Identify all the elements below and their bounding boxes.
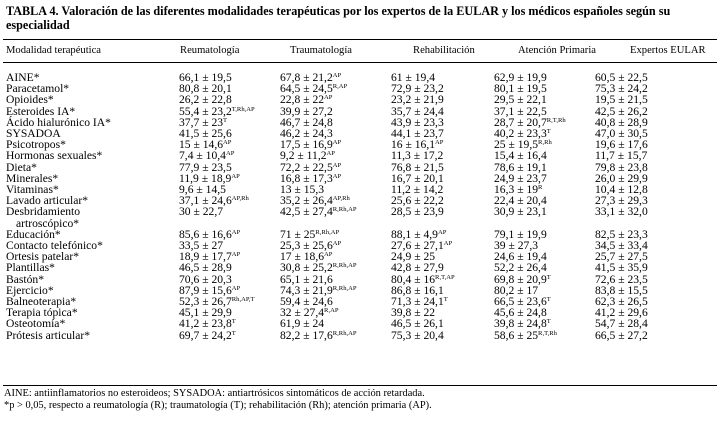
- cell-value: 41,5 ± 35,9: [595, 261, 648, 275]
- row-label-text: Opioides*: [6, 93, 54, 107]
- row-label-text: Hormonas sexuales*: [6, 149, 103, 163]
- significance-marker: R,Rh,AP: [332, 329, 357, 337]
- table-cell: [179, 330, 280, 341]
- cell-value: 42,5 ± 26,2: [595, 104, 648, 118]
- cell-value: 11,3 ± 17,2: [391, 149, 444, 163]
- cell-value: 80,1 ± 19,5: [494, 82, 547, 96]
- row-label: [4, 206, 179, 228]
- cell-value: 39,8 ± 24,8: [494, 317, 547, 331]
- cell-value: 17,5 ± 16,9: [280, 138, 333, 152]
- cell-value: 40,2 ± 23,3: [494, 127, 547, 141]
- cell-value: 37,1 ± 24,6: [179, 194, 232, 208]
- significance-marker: T: [546, 318, 551, 326]
- cell-value: 19,6 ± 17,6: [595, 138, 648, 152]
- cell-value: 75,3 ± 20,4: [391, 328, 444, 342]
- cell-value: 60,5 ± 22,5: [595, 71, 648, 84]
- cell-value: 69,7 ± 24,2: [179, 328, 232, 342]
- col-header-atencion-primaria: Atención Primaria: [518, 45, 596, 56]
- cell-value: 61,9 ± 24: [280, 317, 325, 331]
- cell-value: 69,8 ± 20,9: [494, 272, 547, 286]
- row-label-continuation: artroscópico*: [16, 216, 80, 230]
- cell-value: 11,7 ± 15,7: [595, 149, 648, 163]
- significance-marker: AP: [437, 228, 447, 236]
- cell-value: 46,5 ± 26,1: [391, 317, 444, 331]
- cell-value: 66,1 ± 19,5: [179, 71, 232, 84]
- cell-value: 47,0 ± 30,5: [595, 127, 648, 141]
- cell-value: 67,8 ± 21,2: [280, 71, 333, 84]
- cell-value: 37,1 ± 22,5: [494, 104, 547, 118]
- table-cell: [595, 330, 718, 341]
- significance-marker: R,Rh: [538, 139, 552, 147]
- cell-value: 41,2 ± 29,6: [595, 306, 648, 320]
- cell-value: 15 ± 14,6: [179, 138, 224, 152]
- row-label-text: Bastón*: [6, 272, 45, 286]
- row-label-text: SYSADOA: [6, 127, 61, 141]
- significance-marker: R,Rh,AP: [332, 206, 357, 214]
- top-rule: [3, 39, 717, 40]
- significance-marker: R,AP: [332, 83, 348, 91]
- cell-value: 43,9 ± 23,3: [391, 115, 444, 129]
- significance-marker: AP: [231, 284, 241, 292]
- cell-value: 28,7 ± 20,7: [494, 115, 547, 129]
- cell-value: 42,8 ± 27,9: [391, 261, 444, 275]
- cell-value: 66,5 ± 27,2: [595, 328, 648, 342]
- cell-value: 55,4 ± 23,2: [179, 104, 232, 118]
- cell-value: 11,9 ± 18,9: [179, 171, 232, 185]
- significance-marker: T,Rh,AP: [231, 105, 255, 113]
- significance-marker: AP: [324, 94, 333, 102]
- cell-value: 26,2 ± 22,8: [179, 93, 232, 107]
- cell-value: 46,2 ± 24,3: [280, 127, 333, 141]
- row-label: [4, 330, 179, 341]
- table-cell: [179, 206, 280, 228]
- col-header-expertos-eular: Expertos EULAR: [630, 45, 706, 56]
- cell-value: 24,6 ± 19,4: [494, 250, 547, 264]
- cell-value: 25,3 ± 25,6: [280, 239, 333, 253]
- cell-value: 80,8 ± 20,1: [179, 82, 232, 96]
- footnote-significance: *p > 0,05, respecto a reumatología (R); traumatología (T); rehabilitación (Rh); atención primaria (AP).: [4, 400, 432, 412]
- cell-value: 72,6 ± 23,5: [595, 272, 648, 286]
- col-header-rehabilitacion: Rehabilitación: [413, 45, 475, 56]
- significance-marker: T: [223, 116, 228, 124]
- cell-value: 41,5 ± 25,6: [179, 127, 232, 141]
- cell-value: 32 ± 27,4: [280, 306, 325, 320]
- cell-value: 11,2 ± 14,2: [391, 183, 444, 197]
- cell-value: 25,7 ± 27,5: [595, 250, 648, 264]
- cell-value: 80,4 ± 16: [391, 272, 436, 286]
- significance-marker: T: [546, 296, 551, 304]
- cell-value: 28,5 ± 23,9: [391, 205, 444, 219]
- cell-value: 71 ± 25: [280, 227, 316, 241]
- cell-value: 10,4 ± 12,8: [595, 183, 648, 197]
- header-rule: [3, 62, 717, 63]
- cell-value: 29,5 ± 22,1: [494, 93, 547, 107]
- cell-value: 30,9 ± 23,1: [494, 205, 547, 219]
- cell-value: 64,5 ± 24,5: [280, 82, 333, 96]
- cell-value: 22,8 ± 22: [280, 93, 325, 107]
- cell-value: 30,8 ± 25,2: [280, 261, 333, 275]
- significance-marker: AP: [443, 240, 453, 248]
- cell-value: 16,3 ± 19: [494, 183, 539, 197]
- cell-value: 62,3 ± 26,5: [595, 295, 648, 309]
- significance-marker: AP: [435, 139, 444, 147]
- row-label-text: Psicotropos*: [6, 138, 66, 152]
- table-cell: [391, 206, 494, 228]
- cell-value: 77,9 ± 23,5: [179, 160, 232, 174]
- cell-value: 72,9 ± 23,2: [391, 82, 444, 96]
- row-label-text: Ácido hialurónico IA*: [6, 115, 111, 129]
- significance-marker: Rh,AP,T: [231, 296, 255, 304]
- cell-value: 83,8 ± 15,5: [595, 283, 648, 297]
- cell-value: 24,9 ± 23,7: [494, 171, 547, 185]
- significance-marker: T: [231, 329, 236, 337]
- cell-value: 42,5 ± 27,4: [280, 205, 333, 219]
- table-body: [4, 72, 718, 341]
- cell-value: 16,7 ± 20,1: [391, 171, 444, 185]
- cell-value: 22,4 ± 20,4: [494, 194, 547, 208]
- table-title: TABLA 4. Valoración de las diferentes modalidades terapéuticas por los expertos de la EULAR y los médicos españoles según su especialidad: [6, 4, 671, 32]
- significance-marker: T: [546, 273, 551, 281]
- row-label-text: Prótesis articular*: [6, 328, 91, 342]
- cell-value: 59,4 ± 24,6: [280, 295, 333, 309]
- cell-value: 62,9 ± 19,9: [494, 71, 547, 84]
- row-label-text: Esteroides IA*: [6, 104, 76, 118]
- table-cell: [595, 206, 718, 228]
- cell-value: 46,5 ± 28,9: [179, 261, 232, 275]
- cell-value: 40,8 ± 28,9: [595, 115, 648, 129]
- row-label-text: Minerales*: [6, 171, 59, 185]
- row-label-text: Desbridamiento: [6, 205, 81, 219]
- table-row: [4, 206, 718, 228]
- significance-marker: AP: [231, 172, 240, 180]
- table-cell: [494, 206, 595, 228]
- cell-value: 46,7 ± 24,8: [280, 115, 333, 129]
- cell-value: 72,2 ± 22,5: [280, 160, 333, 174]
- table-cell: [280, 206, 391, 228]
- row-label-text: Educación*: [6, 227, 61, 241]
- significance-marker: R,AP: [324, 307, 339, 315]
- cell-value: 16,8 ± 17,3: [280, 171, 333, 185]
- cell-value: 17 ± 18,6: [280, 250, 325, 264]
- cell-value: 34,5 ± 33,4: [595, 239, 648, 253]
- cell-value: 61 ± 19,4: [391, 71, 436, 84]
- significance-marker: AP: [324, 251, 333, 259]
- significance-marker: AP,Rh: [231, 195, 249, 203]
- cell-value: 26,0 ± 29,9: [595, 171, 648, 185]
- cell-value: 25 ± 19,5: [494, 138, 539, 152]
- cell-value: 30 ± 22,7: [179, 205, 224, 219]
- table-cell: [280, 330, 391, 341]
- row-label-text: Vitaminas*: [6, 183, 59, 197]
- significance-marker: T: [546, 128, 551, 136]
- cell-value: 80,2 ± 17: [494, 283, 539, 297]
- cell-value: 75,3 ± 24,2: [595, 82, 648, 96]
- significance-marker: AP,Rh: [332, 195, 350, 203]
- row-label-text: Paracetamol*: [6, 82, 70, 96]
- significance-marker: AP: [332, 139, 342, 147]
- cell-value: 88,1 ± 4,9: [391, 227, 438, 241]
- cell-value: 33,5 ± 27: [179, 239, 224, 253]
- row-label-text: AINE*: [6, 71, 40, 84]
- significance-marker: AP: [223, 139, 232, 147]
- significance-marker: R,Rh,AP: [332, 284, 357, 292]
- significance-marker: AP: [326, 150, 335, 158]
- bottom-rule: [3, 385, 717, 386]
- cell-value: 27,3 ± 29,3: [595, 194, 648, 208]
- cell-value: 58,6 ± 25: [494, 328, 539, 342]
- row-label-text: Balneoterapia*: [6, 295, 77, 309]
- cell-value: 86,8 ± 16,1: [391, 283, 444, 297]
- row-label-text: Dieta*: [6, 160, 37, 174]
- cell-value: 85,6 ± 16,6: [179, 227, 232, 241]
- cell-value: 70,6 ± 20,3: [179, 272, 232, 286]
- significance-marker: AP: [332, 161, 342, 169]
- cell-value: 19,5 ± 21,5: [595, 93, 648, 107]
- col-header-traumatologia: Traumatología: [290, 45, 352, 56]
- table-row: [4, 330, 718, 341]
- cell-value: 27,6 ± 27,1: [391, 239, 444, 253]
- significance-marker: T: [443, 296, 448, 304]
- cell-value: 13 ± 15,3: [280, 183, 325, 197]
- significance-marker: R,Rh,AP: [332, 262, 357, 270]
- table-cell: [391, 330, 494, 341]
- cell-value: 45,6 ± 24,8: [494, 306, 547, 320]
- cell-value: 78,6 ± 19,1: [494, 160, 547, 174]
- row-label-text: Osteotomía*: [6, 317, 66, 331]
- significance-marker: AP: [231, 228, 241, 236]
- col-header-modalidad: Modalidad terapéutica: [6, 45, 102, 56]
- cell-value: 74,3 ± 21,9: [280, 283, 333, 297]
- cell-value: 25,6 ± 22,2: [391, 194, 444, 208]
- cell-value: 41,2 ± 23,8: [179, 317, 232, 331]
- data-table: [4, 72, 718, 341]
- cell-value: 35,2 ± 26,4: [280, 194, 333, 208]
- significance-marker: AP: [225, 150, 235, 158]
- cell-value: 16 ± 16,1: [391, 138, 436, 152]
- significance-marker: AP: [332, 240, 342, 248]
- col-header-reumatologia: Reumatología: [180, 45, 240, 56]
- significance-marker: AP: [231, 251, 241, 259]
- row-label-text: Contacto telefónico*: [6, 239, 103, 253]
- cell-value: 39 ± 27,3: [494, 239, 539, 253]
- cell-value: 52,3 ± 26,7: [179, 295, 232, 309]
- cell-value: 79,1 ± 19,9: [494, 227, 547, 241]
- cell-value: 45,1 ± 29,9: [179, 306, 232, 320]
- cell-value: 33,1 ± 32,0: [595, 205, 648, 219]
- cell-value: 24,9 ± 25: [391, 250, 436, 264]
- significance-marker: R,T,AP: [435, 273, 455, 281]
- row-label-text: Ortesis patelar*: [6, 250, 80, 264]
- cell-value: 54,7 ± 28,4: [595, 317, 648, 331]
- cell-value: 9,6 ± 14,5: [179, 183, 226, 197]
- cell-value: 66,5 ± 23,6: [494, 295, 547, 309]
- cell-value: 82,2 ± 17,6: [280, 328, 333, 342]
- significance-marker: R,T,Rh: [538, 329, 557, 337]
- cell-value: 71,3 ± 24,1: [391, 295, 444, 309]
- significance-marker: AP: [332, 172, 342, 180]
- row-label-text: Terapia tópica*: [6, 306, 78, 320]
- cell-value: 65,1 ± 21,6: [280, 272, 333, 286]
- table-cell: [494, 330, 595, 341]
- cell-value: 35,7 ± 24,4: [391, 104, 444, 118]
- significance-marker: T: [231, 318, 236, 326]
- row-label-text: Plantillas*: [6, 261, 55, 275]
- cell-value: 37,7 ± 23: [179, 115, 224, 129]
- cell-value: 39,9 ± 27,2: [280, 104, 333, 118]
- significance-marker: AP: [332, 72, 342, 79]
- cell-value: 9,2 ± 11,2: [280, 149, 327, 163]
- cell-value: 23,2 ± 21,9: [391, 93, 444, 107]
- cell-value: 44,1 ± 23,7: [391, 127, 444, 141]
- cell-value: 39,8 ± 22: [391, 306, 436, 320]
- row-label-text: Ejercicio*: [6, 283, 54, 297]
- row-label-text: Lavado articular*: [6, 194, 89, 208]
- significance-marker: R: [538, 184, 543, 192]
- cell-value: 52,2 ± 26,4: [494, 261, 547, 275]
- footnote-abbreviations: AINE: antiinflamatorios no esteroideos; SYSADOA: antiartrósicos sintomáticos de acción retardada.: [4, 388, 425, 399]
- significance-marker: R,Rh,AP: [315, 228, 340, 236]
- cell-value: 87,9 ± 15,6: [179, 283, 232, 297]
- cell-value: 79,8 ± 23,8: [595, 160, 648, 174]
- cell-value: 18,9 ± 17,7: [179, 250, 232, 264]
- footnotes: [4, 388, 432, 413]
- cell-value: 82,5 ± 23,3: [595, 227, 648, 241]
- significance-marker: R,T,Rh: [546, 116, 566, 124]
- cell-value: 7,4 ± 10,4: [179, 149, 226, 163]
- cell-value: 15,4 ± 16,4: [494, 149, 547, 163]
- cell-value: 76,8 ± 21,5: [391, 160, 444, 174]
